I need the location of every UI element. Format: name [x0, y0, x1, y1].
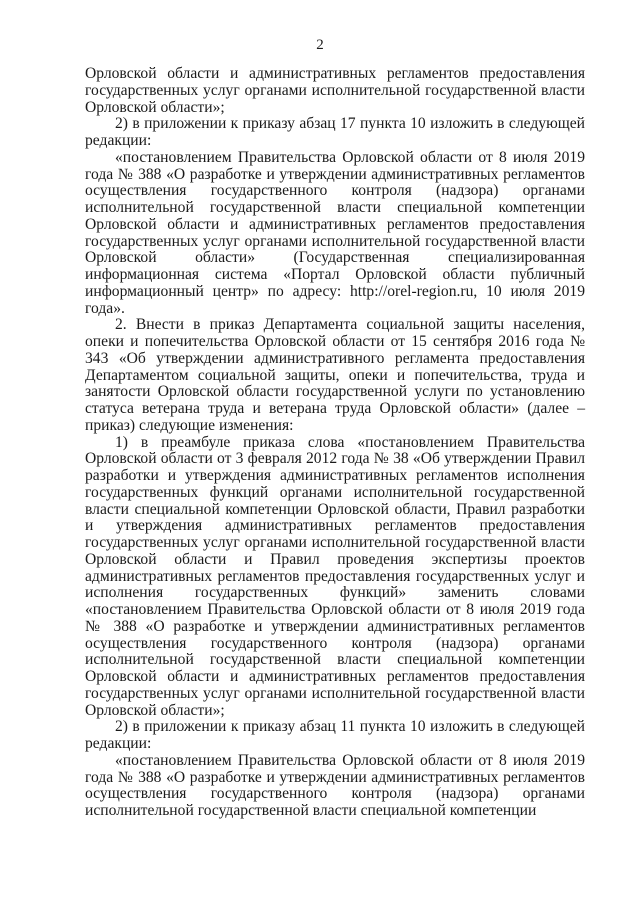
paragraph-item-1: 1) в преамбуле приказа слова «постановлением Правительства Орловской области от 3 февраля 2012 года № 38 «Об утверждении Правил разработки и утверждения административных регламентов исполнения государственных функций органами исполнительной государственной власти специальной компетенции Орловской области, Правил разработки и утверждения административных регламентов предоставления государственных услуг органами исполнительной государственной власти Орловской области и Правил проведения экспертизы проектов административных регламентов предоставления государственных услуг и исполнения государственных функций» заменить словами «постановлением Правительства Орловской области от 8 июля 2019 года № 388 «О разработке и утверждении административных регламентов осуществления государственного контроля (надзора) органами исполнительной государственной власти специальной компетенции Орловской области и административных регламентов предоставления государственных услуг органами исполнительной государственной власти Орловской области»;	[85, 433, 585, 719]
paragraph-section-2: 2. Внести в приказ Департамента социальной защиты населения, опеки и попечительства Орловской области от 15 сентября 2016 года № 343 «Об утверждении административного регламента предоставления Департаментом социальной защиты, опеки и попечительства, труда и занятости Орловской области государственной услуги по установлению статуса ветерана труда и ветерана труда Орловской области» (далее – приказ) следующие изменения:	[85, 316, 585, 434]
paragraph-item-2-header-second: 2) в приложении к приказу абзац 11 пункта 10 изложить в следующей редакции:	[85, 718, 585, 752]
paragraph-item-2-header: 2) в приложении к приказу абзац 17 пункта 10 изложить в следующей редакции:	[85, 115, 585, 149]
paragraph-quoted-text-second: «постановлением Правительства Орловской области от 8 июля 2019 года № 388 «О разработке и утверждении административных регламентов осуществления государственного контроля (надзора) органами исполнительной государственной власти специальной компетенции	[85, 751, 585, 819]
page-number: 2	[316, 37, 324, 53]
paragraph-quoted-text: «постановлением Правительства Орловской области от 8 июля 2019 года № 388 «О разработке и утверждении административных регламентов осуществления государственного контроля (надзора) органами исполнительной государственной власти специальной компетенции Орловской области и административных регламентов предоставления государственных услуг органами исполнительной государственной власти Орловской области» (Государственная специализированная информационная система «Портал Орловской области публичный информационный центр» по адресу: http://orel-region.ru, 10 июля 2019 года».	[85, 148, 585, 317]
document-body	[85, 66, 585, 820]
paragraph-continuation: Орловской области и административных регламентов предоставления государственных услуг органами исполнительной государственной власти Орловской области»;	[85, 65, 585, 116]
